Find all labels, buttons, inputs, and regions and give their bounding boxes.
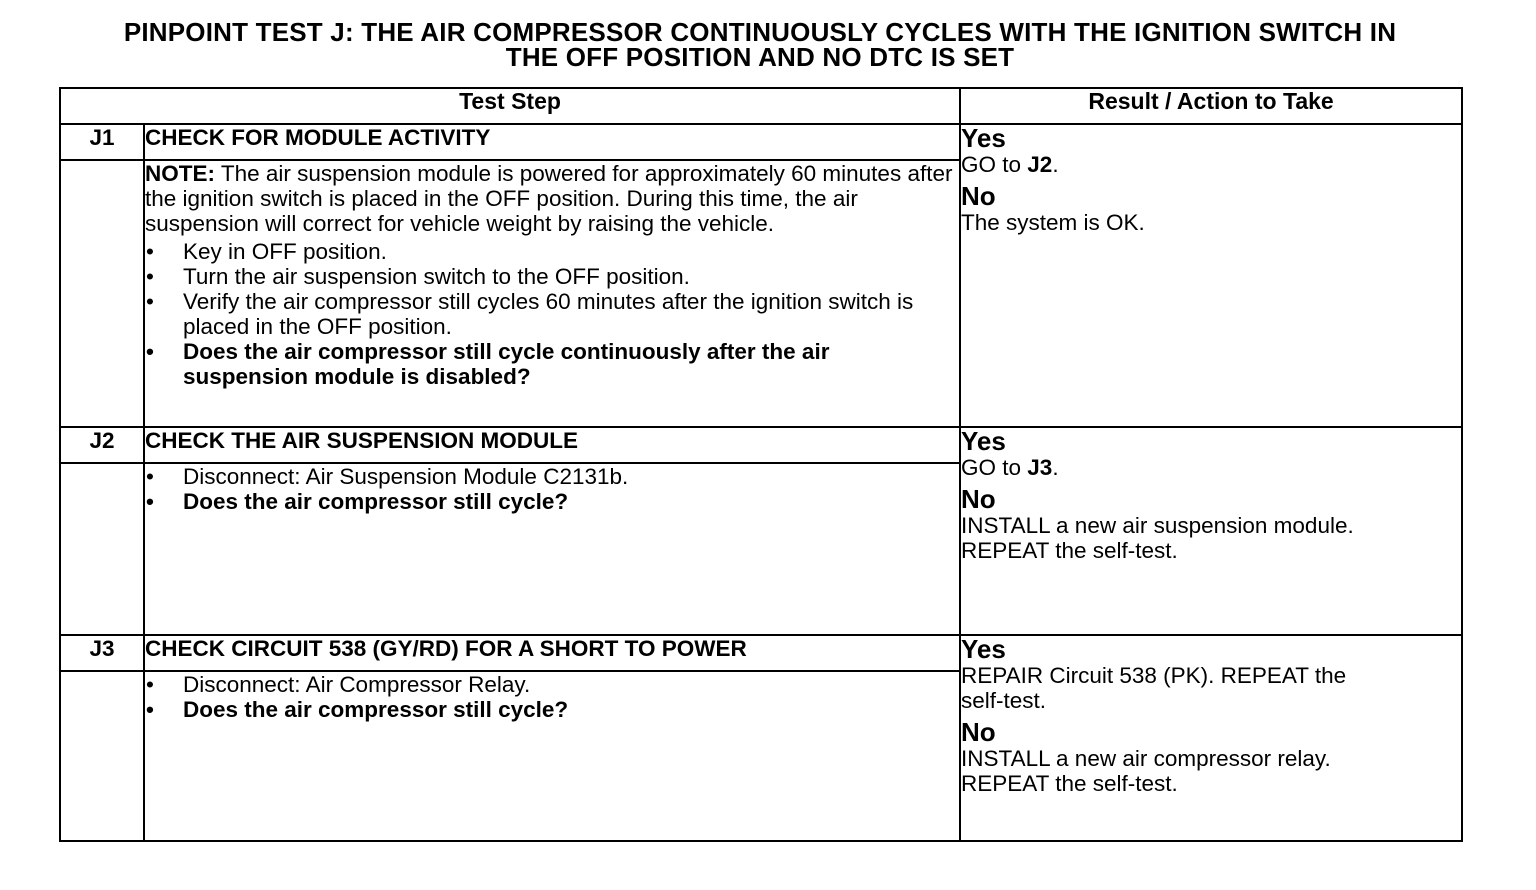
result-j1 [960, 124, 1462, 427]
header-result-action: Result / Action to Take [960, 88, 1462, 124]
list-item: • Verify the air compressor still cycles 60 minutes after the ignition switch is placed in the OFF position. [145, 289, 959, 339]
step-j3-heading-row [60, 635, 1462, 671]
question-j1: • Does the air compressor still cycle continuously after the air suspension module is disabled? [145, 339, 959, 389]
note-j1: NOTE: The air suspension module is powered for approximately 60 minutes after the ignition switch is placed in the OFF position. During this time, the air suspension will correct for vehicle weight by raising the vehicle. [145, 161, 953, 236]
no-action-j3-line-2: REPEAT the self-test. [961, 771, 1178, 796]
no-label-j1: No [961, 181, 996, 211]
step-body-j3 [144, 671, 960, 841]
yes-label-j2: Yes [961, 426, 1006, 456]
no-label-j2: No [961, 484, 996, 514]
yes-label-j3: Yes [961, 634, 1006, 664]
bullet-list-j1 [145, 239, 959, 389]
bullet-list-j2 [145, 464, 959, 514]
step-id-spacer-j1 [60, 160, 144, 427]
yes-action-j3-line-2: self-test. [961, 688, 1047, 713]
result-j3 [960, 635, 1462, 841]
step-body-j1 [144, 160, 960, 427]
yes-label-j1: Yes [961, 123, 1006, 153]
step-heading-j3: CHECK CIRCUIT 538 (GY/RD) FOR A SHORT TO POWER [144, 635, 960, 671]
no-action-j3-line-1: INSTALL a new air compressor relay. [961, 746, 1331, 771]
no-action-j2-line-1: INSTALL a new air suspension module. [961, 513, 1354, 538]
list-item: • Turn the air suspension switch to the OFF position. [145, 264, 959, 289]
title-line-2: THE OFF POSITION AND NO DTC IS SET [505, 42, 1015, 72]
step-id-j3: J3 [60, 635, 144, 671]
list-item: • Disconnect: Air Compressor Relay. [145, 672, 959, 697]
step-id-spacer-j2 [60, 463, 144, 635]
step-id-j1: J1 [60, 124, 144, 160]
result-j2 [960, 427, 1462, 635]
list-item: • Key in OFF position. [145, 239, 959, 264]
list-item: • Disconnect: Air Suspension Module C2131b. [145, 464, 959, 489]
step-body-j2 [144, 463, 960, 635]
no-action-j1: The system is OK. [961, 210, 1145, 235]
header-test-step: Test Step [60, 88, 960, 124]
step-id-j2: J2 [60, 427, 144, 463]
pinpoint-test-table [59, 87, 1463, 842]
no-label-j3: No [961, 717, 996, 747]
question-j2: • Does the air compressor still cycle? [145, 489, 959, 514]
no-action-j2-line-2: REPEAT the self-test. [961, 538, 1178, 563]
question-j3: • Does the air compressor still cycle? [145, 697, 959, 722]
page-title [0, 17, 1520, 72]
yes-action-j3-line-1: REPAIR Circuit 538 (PK). REPEAT the [961, 663, 1347, 688]
step-heading-j2: CHECK THE AIR SUSPENSION MODULE [144, 427, 960, 463]
yes-action-j2: GO to J3. [961, 455, 1059, 480]
yes-action-j1: GO to J2. [961, 152, 1059, 177]
bullet-list-j3 [145, 672, 959, 722]
title-line-1: PINPOINT TEST J: THE AIR COMPRESSOR CONTINUOUSLY CYCLES WITH THE IGNITION SWITCH IN [123, 17, 1397, 47]
table-header-row [60, 88, 1462, 124]
step-j1-heading-row [60, 124, 1462, 160]
step-id-spacer-j3 [60, 671, 144, 841]
step-heading-j1: CHECK FOR MODULE ACTIVITY [144, 124, 960, 160]
step-j2-heading-row [60, 427, 1462, 463]
